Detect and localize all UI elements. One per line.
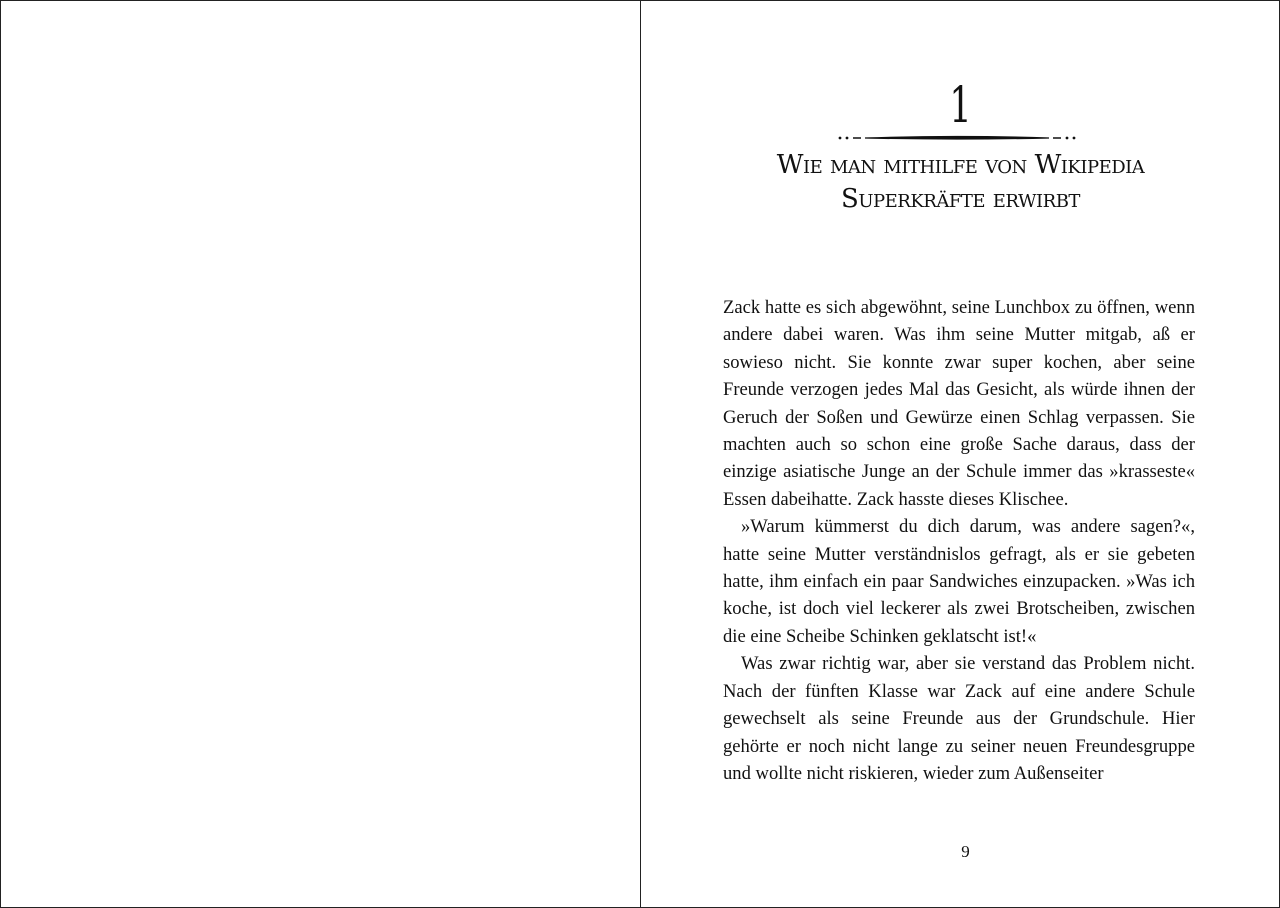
chapter-title-line-2: Superkräfte erwirbt <box>841 184 1080 214</box>
chapter-title-line-1: Wie man mithilfe von Wikipedia <box>776 150 1145 180</box>
right-page <box>642 1 1279 907</box>
paragraph-3: Was zwar richtig war, aber sie verstand das Problem nicht. Nach der fünften Klasse war Zack auf eine andere Schule gewechselt als seine Freunde aus der Grundschule. Hier gehörte er noch nicht lange zu seiner neuen Freundesgruppe und wollte nicht riskieren, wieder zum Außenseiter <box>723 653 1195 784</box>
page-number: 9 <box>961 842 970 861</box>
left-page-blank <box>1 1 641 907</box>
chapter-ornament-divider <box>837 132 1077 144</box>
paragraph-2: »Warum kümmerst du dich darum, was andere sagen?«, hatte seine Mutter verständnislos gefragt, als er sie gebeten hatte, ihm einfach ein paar Sandwiches einzupacken. »Was ich koche, ist doch viel leckerer als zwei Brotscheiben, zwischen die eine Scheibe Schinken geklatscht ist!« <box>723 516 1195 647</box>
chapter-title <box>642 148 1279 216</box>
paragraph-1: Zack hatte es sich abgewöhnt, seine Lunchbox zu öffnen, wenn andere dabei waren. Was ihm seine Mutter mitgab, aß er sowieso nicht. Sie konnte zwar super kochen, aber seine Freunde verzogen jedes Mal das Gesicht, als würde ihnen der Geruch der Soßen und Gewürze einen Schlag verpassen. Sie machten auch so schon eine große Sache daraus, dass der einzige asiatische Junge an der Schule immer das »krasseste« Essen dabeihatte. Zack hasste dieses Klischee. <box>723 297 1195 510</box>
chapter-number: 1 <box>949 76 972 134</box>
chapter-body-text <box>723 294 1195 787</box>
